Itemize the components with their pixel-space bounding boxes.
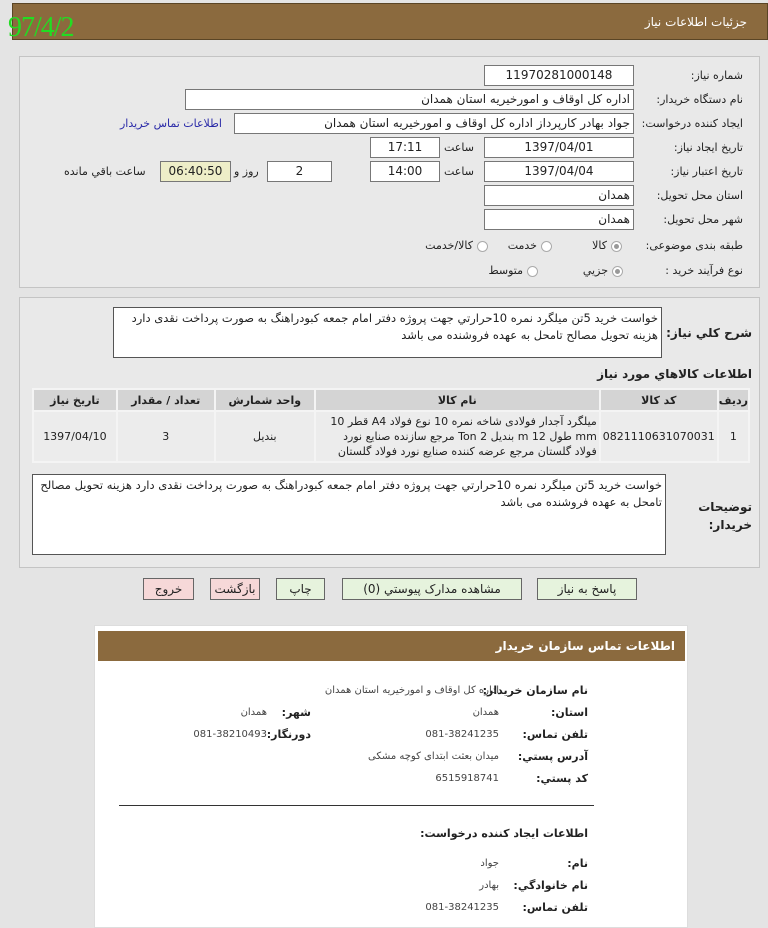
page-title: جزئيات اطلاعات نياز: [644, 15, 747, 29]
option-label: کالا/خدمت: [425, 239, 473, 252]
radio-icon: [477, 241, 488, 252]
contact-title: اطلاعات تماس سازمان خريدار: [495, 639, 675, 653]
column-header: كد كالا: [600, 389, 718, 411]
exit-button[interactable]: خروج: [143, 578, 194, 600]
process-label: نوع فرآيند خريد :: [665, 264, 743, 277]
creator-field[interactable]: جواد بهادر کارپرداز اداره کل اوقاف و امورخيريه استان همدان: [234, 113, 634, 134]
summary-textarea[interactable]: خواست خريد 5تن ميلگرد نمره 10حرارتي جهت پروژه دفتر امام جمعه کبودراهنگ به صورت پرداخت نقدی دارد هزينه تحويل مصالح تامحل به عهده فروشنده می باشد: [113, 307, 662, 358]
name-label: نام:: [567, 857, 588, 870]
process-radio-minor[interactable]: [583, 264, 623, 277]
province-field[interactable]: همدان: [484, 185, 634, 206]
province-label: استان محل تحويل:: [656, 189, 743, 202]
creator-phone-label: تلفن تماس:: [522, 901, 588, 914]
date-stamp: 97/4/2: [8, 12, 74, 43]
valid-date-label: تاريخ اعتبار نياز:: [670, 165, 743, 178]
address-value: ميدان بعثت ابتدای کوچه مشکی: [368, 751, 499, 762]
create-date-label: تاريخ ايجاد نياز:: [673, 141, 743, 154]
column-header: واحد شمارش: [215, 389, 315, 411]
option-label: جزيي: [582, 264, 608, 277]
category-radio-both[interactable]: [425, 239, 488, 252]
province-label: استان:: [551, 706, 588, 719]
valid-time-field[interactable]: 14:00: [370, 161, 440, 182]
fax-label: دورنگار:: [266, 728, 311, 741]
goods-unit: بنديل: [215, 411, 315, 462]
city-value: همدان: [240, 707, 267, 718]
column-header: تاريخ نياز: [33, 389, 117, 411]
category-radio-service[interactable]: [508, 239, 552, 252]
valid-date-field[interactable]: 1397/04/04: [484, 161, 634, 182]
goods-date: 1397/04/10: [33, 411, 117, 462]
column-header: نام كالا: [315, 389, 600, 411]
province-value: همدان: [472, 707, 499, 718]
table-header-row: [33, 389, 749, 411]
goods-qty: 3: [117, 411, 215, 462]
fax-value: 081-38210493: [193, 729, 267, 740]
table-row: [33, 411, 749, 462]
radio-icon: [612, 266, 623, 277]
days-remaining-field[interactable]: 2: [267, 161, 332, 182]
back-button[interactable]: بازگشت: [210, 578, 260, 600]
goods-section-title: اطلاعات كالاهاي مورد نياز: [597, 367, 752, 381]
option-label: متوسط: [488, 264, 523, 277]
buyer-label: نام دستگاه خريدار:: [656, 93, 743, 106]
need-number-field[interactable]: 1197028100014‌8: [484, 65, 634, 86]
need-number-label: شماره نياز:: [690, 69, 743, 82]
reply-button[interactable]: پاسخ به نياز: [537, 578, 637, 600]
goods-table: [32, 388, 750, 463]
category-label: طبقه بندی موضوعی:: [645, 239, 743, 252]
postal-label: کد پستي:: [536, 772, 588, 785]
name-value: جواد: [480, 858, 499, 869]
city-label: شهر محل تحويل:: [663, 213, 743, 226]
create-time-field[interactable]: 17:11: [370, 137, 440, 158]
create-time-label: ساعت: [444, 141, 474, 154]
family-value: بهادر: [479, 880, 499, 891]
divider: [119, 805, 594, 806]
phone-value: 081-38241235: [425, 729, 499, 740]
goods-name: ميلگرد آجدار فولادی شاخه نمره 10 نوع فولاد A4 قطر 10 mm طول 12 m بنديل 2 Ton مرجع سازنده صنايع نورد فولاد گلستان مرجع عرضه کننده صنايع نورد فولاد گلستان: [315, 411, 600, 462]
city-label: شهر:: [281, 706, 311, 719]
org-value: اداره کل اوقاف و امورخيريه استان همدان: [324, 685, 499, 696]
address-label: آدرس پستي:: [517, 750, 588, 763]
days-label: روز و: [234, 165, 259, 178]
creator-label: ايجاد كننده درخواست:: [641, 117, 743, 130]
summary-label: شرح كلي نياز:: [666, 326, 752, 340]
org-label: نام سازمان خريدار:: [482, 684, 588, 697]
contact-header: [98, 631, 685, 661]
radio-icon: [611, 241, 622, 252]
page-header: [12, 3, 768, 40]
family-label: نام خانوادگي:: [513, 879, 588, 892]
valid-time-label: ساعت: [444, 165, 474, 178]
radio-icon: [541, 241, 552, 252]
option-label: کالا: [592, 239, 607, 252]
time-remaining-label: ساعت باقي مانده: [64, 165, 146, 178]
print-button[interactable]: چاپ: [276, 578, 325, 600]
category-radio-goods[interactable]: [592, 239, 622, 252]
buyer-notes-textarea[interactable]: خواست خريد 5تن ميلگرد نمره 10حرارتي جهت پروژه دفتر امام جمعه کبودراهنگ به صورت پرداخت نقدی دارد هزينه تحويل مصالح تامحل به عهده فروشنده می باشد: [32, 474, 666, 555]
phone-label: تلفن تماس:: [522, 728, 588, 741]
column-header: تعداد / مقدار: [117, 389, 215, 411]
goods-code: 0821110631070031: [600, 411, 718, 462]
option-label: خدمت: [507, 239, 537, 252]
creator-section-title: اطلاعات ايجاد كننده درخواست:: [420, 827, 588, 840]
time-remaining-field: 06:40:50: [160, 161, 231, 182]
buyer-notes-label: توضيحات خريدار:: [698, 500, 752, 532]
attachments-button[interactable]: مشاهده مدارک پيوستي (0): [342, 578, 522, 600]
postal-value: 6515918741: [435, 773, 499, 784]
buyer-contact-panel: [94, 625, 688, 928]
process-radio-medium[interactable]: [488, 264, 538, 277]
column-header: رديف: [718, 389, 749, 411]
buyer-contact-link[interactable]: اطلاعات تماس خريدار: [120, 117, 222, 130]
buyer-field[interactable]: اداره کل اوقاف و امورخيريه استان همدان: [185, 89, 634, 110]
city-field[interactable]: همدان: [484, 209, 634, 230]
row-index: 1: [718, 411, 749, 462]
creator-phone-value: 081-38241235: [425, 902, 499, 913]
create-date-field[interactable]: 1397/04/01: [484, 137, 634, 158]
radio-icon: [527, 266, 538, 277]
